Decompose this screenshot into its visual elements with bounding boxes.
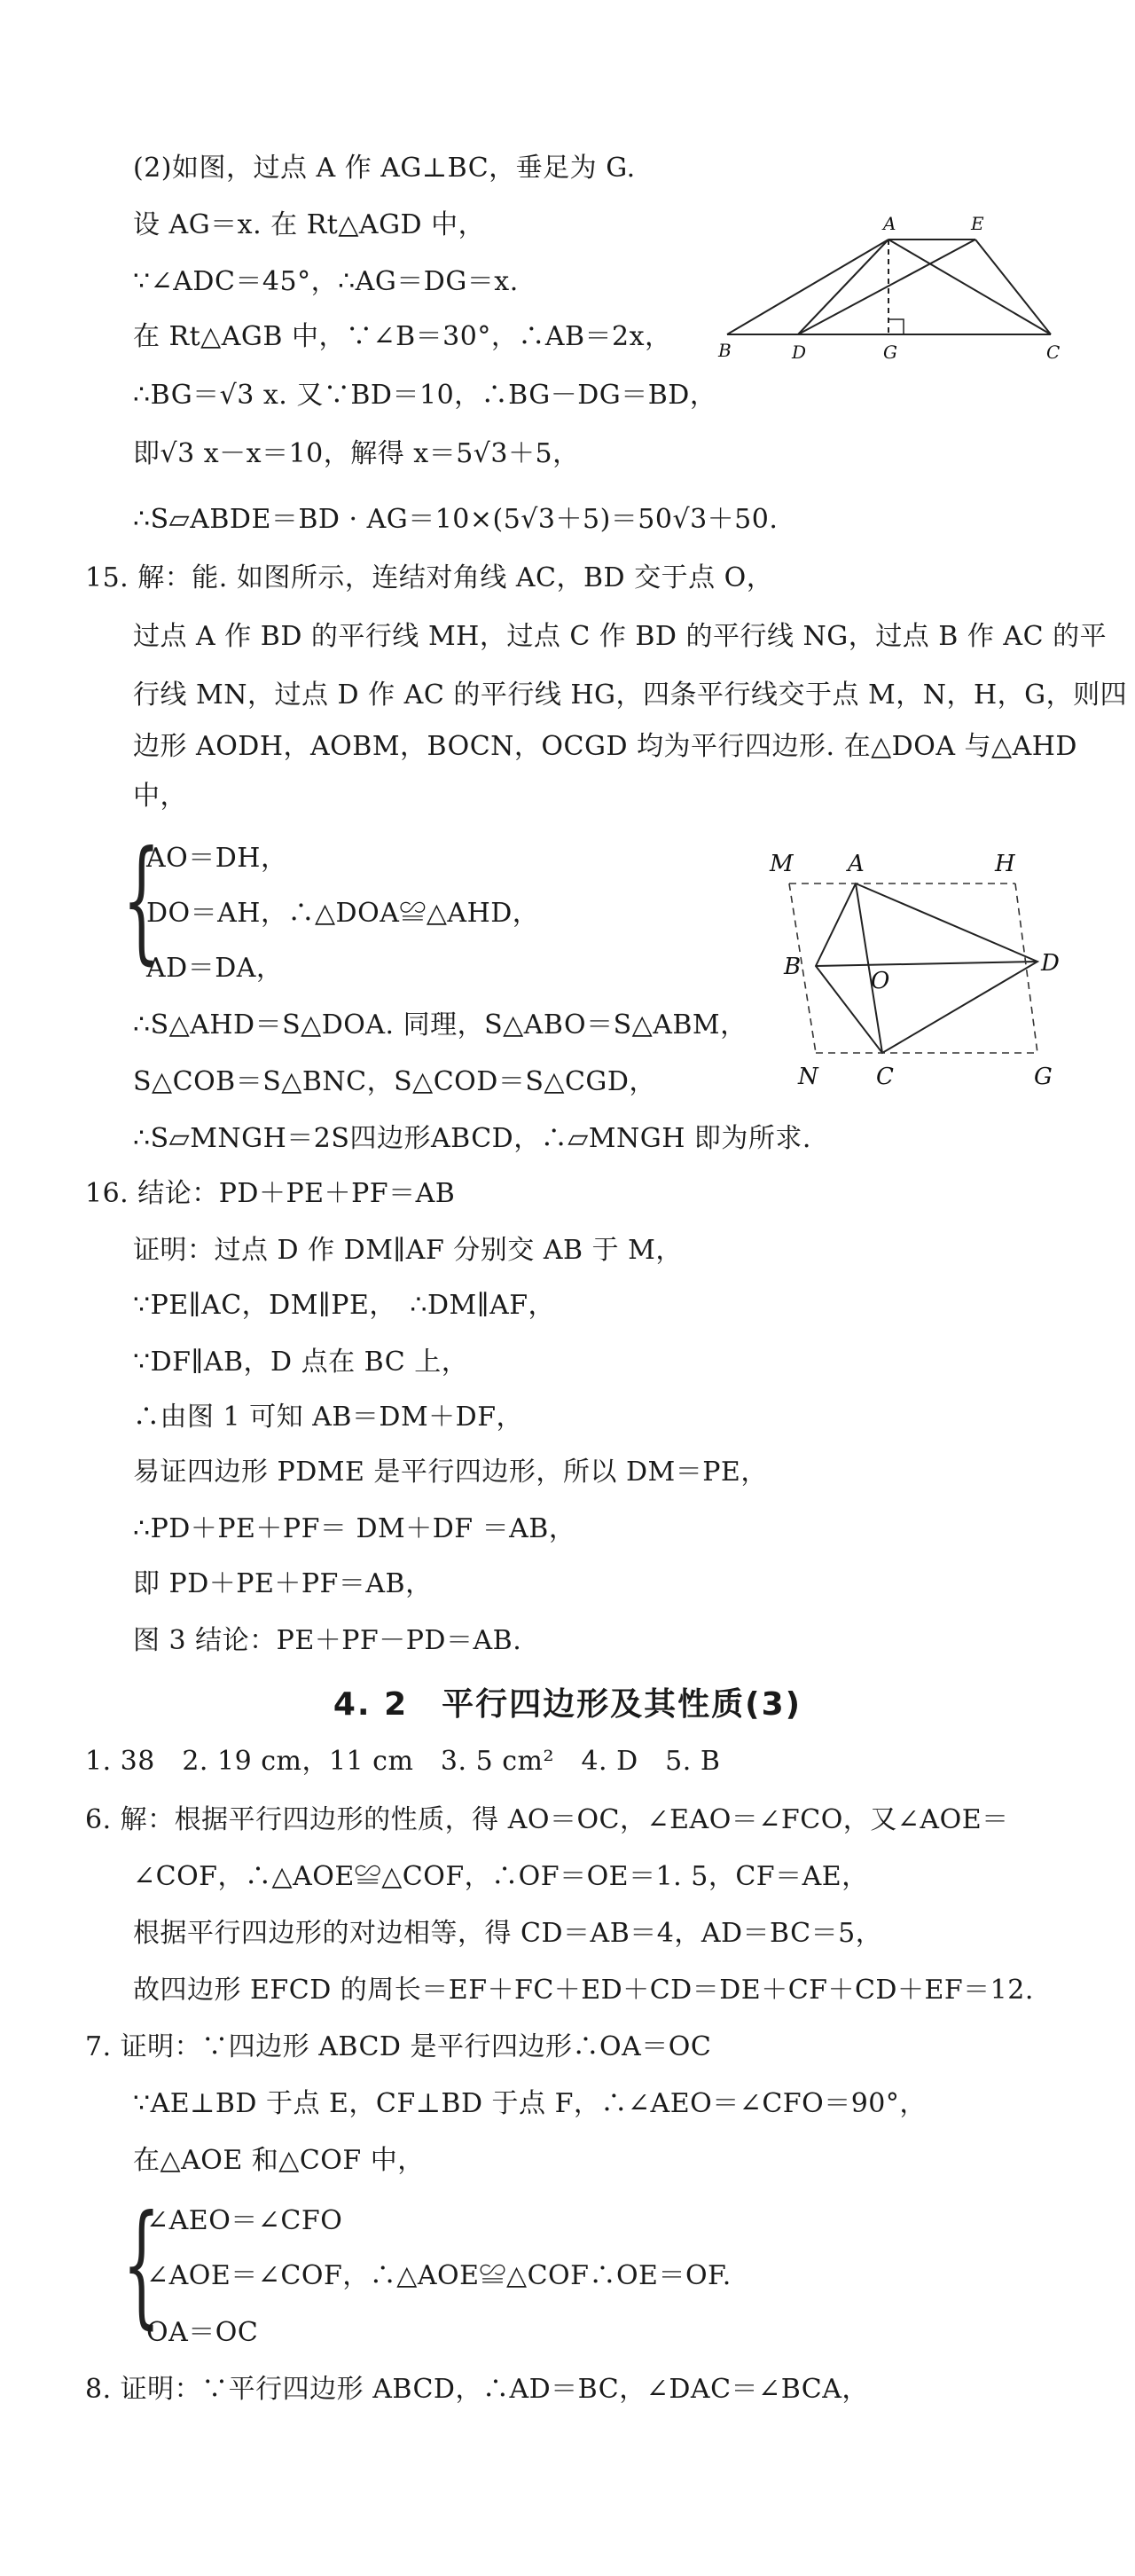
left-brace: { [122, 823, 160, 978]
text-line: 过点 A 作 BD 的平行线 MH，过点 C 作 BD 的平行线 NG，过点 B 作 AC 的平 [133, 621, 1108, 652]
point-label-O: O [871, 968, 890, 994]
left-brace: { [122, 2187, 160, 2342]
text-line: 故四边形 EFCD 的周长＝EF＋FC＋ED＋CD＝DE＋CF＋CD＋EF＝12. [133, 1975, 1034, 2006]
text-line: 设 AG＝x. 在 Rt△AGD 中， [133, 209, 486, 240]
point-label-G: G [883, 342, 897, 363]
question-16: 16. 结论：PD＋PE＋PF＝AB [85, 1178, 456, 1209]
text-line: 根据平行四边形的对边相等，得 CD＝AB＝4，AD＝BC＝5， [133, 1918, 883, 1949]
text-line: 中， [133, 781, 187, 812]
text-line: 边形 AODH，AOBM，BOCN，OCGD 均为平行四边形. 在△DOA 与△AHD [133, 731, 1077, 762]
text-line: ∴S▱ABDE＝BD · AG＝10×(5√3＋5)＝50√3＋50. [133, 504, 779, 535]
text-line: (2)如图，过点 A 作 AG⊥BC，垂足为 G. [133, 153, 636, 184]
text-line: ∵AE⊥BD 于点 E，CF⊥BD 于点 F，∴∠AEO＝∠CFO＝90°， [133, 2088, 927, 2119]
text-line: ∵∠ADC＝45°，∴AG＝DG＝x. [133, 266, 519, 297]
point-label-G: G [1034, 1064, 1053, 1090]
text-line: OA＝OC [146, 2317, 259, 2348]
text-line: 证明：过点 D 作 DM∥AF 分别交 AB 于 M， [133, 1235, 683, 1266]
point-label-E: E [971, 213, 984, 234]
question-15: 15. 解：能. 如图所示，连结对角线 AC，BD 交于点 O， [85, 562, 774, 593]
text-line: ∠AEO＝∠CFO [146, 2205, 343, 2236]
text-line: AD＝DA， [146, 953, 284, 984]
point-label-C: C [1046, 342, 1061, 363]
trapezoid-figure [709, 206, 1082, 365]
text-line: DO＝AH，∴△DOA≌△AHD， [146, 898, 540, 929]
question-8: 8. 证明：∵平行四边形 ABCD，∴AD＝BC，∠DAC＝∠BCA， [85, 2374, 869, 2405]
text-line: ∴S▱MNGH＝2S四边形ABCD，∴▱MNGH 即为所求. [133, 1123, 811, 1154]
text-line: ∴BG＝√3 x. 又∵BD＝10，∴BG－DG＝BD， [133, 380, 717, 411]
text-line: S△COB＝S△BNC，S△COD＝S△CGD， [133, 1066, 656, 1097]
text-line: ∴由图 1 可知 AB＝DM＋DF， [133, 1402, 524, 1433]
text-line: 行线 MN，过点 D 作 AC 的平行线 HG，四条平行线交于点 M，N，H，G，则四 [133, 679, 1128, 711]
point-label-B: B [784, 954, 802, 980]
point-label-C: C [876, 1064, 894, 1090]
text-line: 即 PD＋PE＋PF＝AB， [133, 1568, 433, 1599]
point-label-M: M [770, 851, 794, 877]
point-label-A: A [848, 851, 865, 877]
question-7: 7. 证明：∵四边形 ABCD 是平行四边形∴OA＝OC [85, 2031, 712, 2062]
short-answers: 1. 38 2. 19 cm，11 cm 3. 5 cm² 4. D 5. B [85, 1746, 721, 1777]
point-label-D: D [1041, 950, 1060, 977]
text-line: ∵DF∥AB，D 点在 BC 上， [133, 1347, 469, 1378]
question-6: 6. 解：根据平行四边形的性质，得 AO＝OC，∠EAO＝∠FCO，又∠AOE＝ [85, 1804, 1009, 1835]
text-line: 在△AOE 和△COF 中， [133, 2145, 425, 2176]
text-line: 在 Rt△AGB 中，∵∠B＝30°，∴AB＝2x， [133, 321, 672, 352]
text-line: 易证四边形 PDME 是平行四边形，所以 DM＝PE， [133, 1457, 768, 1488]
text-line: ∠COF，∴△AOE≌△COF，∴OF＝OE＝1. 5，CF＝AE， [133, 1861, 869, 1892]
point-label-N: N [798, 1064, 818, 1090]
text-line: 图 3 结论：PE＋PF－PD＝AB. [133, 1625, 522, 1656]
section-heading: 4. 2 平行四边形及其性质(3) [333, 1686, 802, 1723]
point-label-B: B [718, 340, 732, 361]
text-line: 即√3 x－x＝10，解得 x＝5√3＋5， [133, 438, 580, 469]
text-line: ∴PD＋PE＋PF＝ DM＋DF ＝AB， [133, 1513, 576, 1544]
point-label-D: D [792, 342, 807, 363]
parallelogram-figure [763, 837, 1117, 1095]
text-line: AO＝DH， [146, 843, 288, 874]
point-label-H: H [995, 851, 1015, 877]
text-line: ∵PE∥AC，DM∥PE， ∴DM∥AF， [133, 1290, 556, 1321]
point-label-A: A [883, 213, 896, 234]
text-line: ∴S△AHD＝S△DOA. 同理，S△ABO＝S△ABM， [133, 1009, 748, 1041]
text-line: ∠AOE＝∠COF，∴△AOE≌△COF∴OE＝OF. [146, 2260, 732, 2291]
